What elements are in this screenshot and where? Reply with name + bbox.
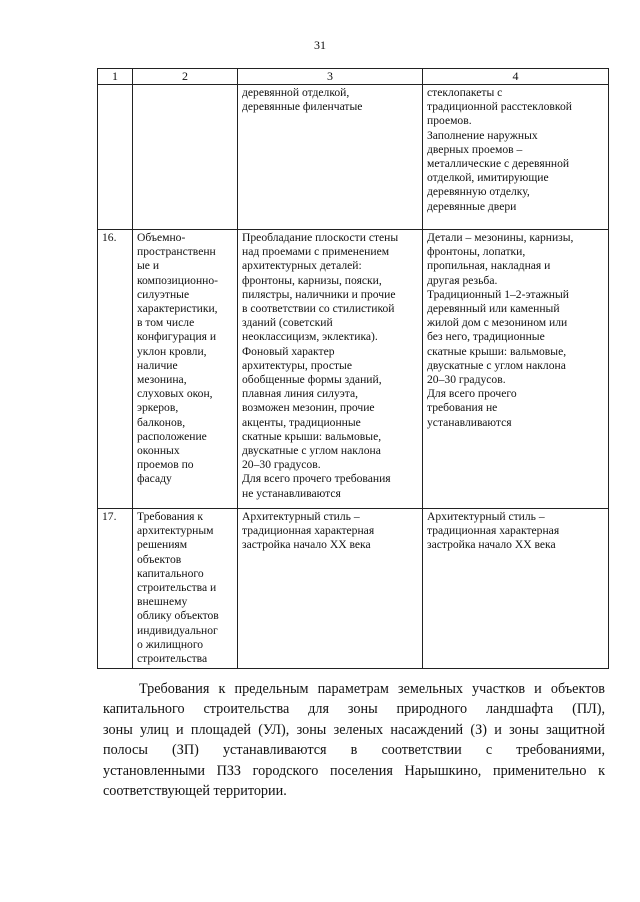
cell-text-line: зданий (советский (242, 316, 333, 330)
cell-text-line: решениям (137, 538, 188, 552)
cell-text-line: не устанавливаются (242, 486, 341, 500)
cell-text-line: облику объектов (137, 609, 219, 623)
paragraph-line: Требования к предельным параметрам земельных участков и объектов (139, 681, 605, 697)
cell-text-line: Требования к (137, 510, 204, 523)
cell-text-line: фронтоны, карнизы, пояски, (242, 273, 382, 287)
paragraph-line: соответствующей территории. (103, 783, 287, 800)
header-cell-2: 2 (133, 69, 238, 85)
cell-text-line: застройка начало XX века (242, 538, 371, 552)
column-3-cell (238, 230, 423, 509)
cell-text-line: архитектуры, простые (242, 358, 352, 372)
cell-text-line: металлические с деревянной (427, 157, 570, 171)
cell-text-line: Фоновый характер (242, 344, 335, 358)
paragraph-line: полосы (ЗП) устанавливаются в соответствии с требованиями, (103, 742, 605, 759)
cell-text-line: традиционной расстекловкой (427, 100, 572, 114)
cell-text-line: характеристики, (137, 302, 218, 316)
column-3-cell (238, 85, 423, 230)
cell-text-line: силуэтные (137, 287, 190, 301)
cell-text-line: устанавливаются (427, 415, 512, 429)
row-number-cell: 17. (98, 509, 133, 669)
cell-text-line: индивидуальног (137, 623, 218, 637)
page-number: 31 (314, 38, 326, 52)
cell-text-line: эркеров, (137, 401, 179, 415)
column-4-cell (423, 85, 609, 230)
cell-text-line: пространственн (137, 245, 216, 259)
cell-text-line: Преобладание плоскости стены (242, 231, 399, 244)
cell-text-line: деревянные двери (427, 199, 517, 213)
cell-text-line: архитектурных деталей: (242, 259, 362, 273)
cell-text-line: над проемами с применением (242, 245, 390, 259)
cell-text-line: другая резьба. (427, 273, 498, 287)
header-cell-1: 1 (98, 69, 133, 85)
cell-text-line: 20–30 градусов. (242, 458, 321, 472)
requirements-table (97, 68, 609, 669)
paragraph-line: капитального строительства для зоны природного ландшафта (ПЛ), (103, 701, 605, 718)
cell-text-line: ые и (137, 259, 160, 273)
cell-text-line: проемов. (427, 114, 472, 128)
cell-text-line: скатные крыши: вальмовые, (242, 429, 382, 443)
cell-text-line: пропильная, накладная и (427, 259, 551, 273)
cell-text-line: возможен мезонин, прочие (242, 401, 375, 415)
table-row (98, 509, 609, 669)
cell-text-line: акценты, традиционные (242, 415, 361, 429)
requirement-name-cell (133, 230, 238, 509)
cell-text-line: уклон кровли, (137, 344, 207, 358)
cell-text-line: Детали – мезонины, карнизы, (427, 231, 574, 244)
cell-text-line: скатные крыши: вальмовые, (427, 344, 567, 358)
cell-text-line: неоклассицизм, эклектика). (242, 330, 378, 344)
column-4-cell (423, 509, 609, 669)
cell-text-line: застройка начало XX века (427, 538, 556, 552)
requirement-name-cell (133, 85, 238, 230)
column-4-cell (423, 230, 609, 509)
cell-text-line: фронтоны, лопатки, (427, 245, 526, 259)
cell-text-line: плавная линия силуэта, (242, 387, 358, 401)
cell-text-line: деревянный или каменный (427, 302, 560, 316)
cell-text-line: Заполнение наружных (427, 128, 538, 142)
header-cell-4: 4 (423, 69, 609, 85)
cell-text-line: капитального (137, 566, 204, 580)
cell-text-line: традиционная характерная (242, 524, 375, 538)
cell-text-line: композиционно- (137, 273, 219, 287)
cell-text-line: жилой дом с мезонином или (427, 316, 568, 330)
cell-text-line: в том числе (137, 316, 195, 330)
table-row (98, 85, 609, 230)
requirement-name-cell (133, 509, 238, 669)
row-number-cell: 16. (98, 230, 133, 509)
cell-text-line: Архитектурный стиль – (242, 510, 360, 523)
cell-text-line: Традиционный 1–2-этажный (427, 287, 569, 301)
cell-text-line: конфигурация и (137, 330, 217, 344)
cell-text-line: слуховых окон, (137, 387, 213, 401)
cell-text-line: обобщенные формы зданий, (242, 373, 382, 387)
cell-text-line: внешнему (137, 595, 188, 609)
cell-text-line: деревянной отделкой, (242, 86, 350, 99)
cell-text-line: деревянную отделку, (427, 185, 530, 199)
cell-text-line: о жилищного (137, 637, 204, 651)
paragraph-line: установленными ПЗЗ городского поселения Нарышкино, применительно к (103, 762, 605, 779)
cell-text-line: наличие (137, 358, 178, 372)
cell-text-line: объектов (137, 552, 182, 566)
cell-text-line: Для всего прочего требования (242, 472, 391, 486)
cell-text-line: отделкой, имитирующие (427, 171, 549, 185)
cell-text-line: оконных (137, 444, 180, 458)
cell-text-line: строительства и (137, 581, 217, 595)
cell-text-line: проемов по (137, 458, 194, 472)
cell-text-line: балконов, (137, 415, 186, 429)
cell-text-line: мезонина, (137, 373, 187, 387)
cell-text-line: деревянные филенчатые (242, 100, 363, 114)
cell-text-line: Объемно- (137, 231, 186, 244)
cell-text-line: фасаду (137, 472, 172, 486)
table-row (98, 230, 609, 509)
cell-text-line: двускатные с углом наклона (242, 444, 381, 458)
cell-text-line: 20–30 градусов. (427, 373, 506, 387)
cell-text-line: пилястры, наличники и прочие (242, 287, 396, 301)
cell-text-line: строительства (137, 652, 208, 666)
paragraph-line: зоны улиц и площадей (УЛ), зоны зеленых насаждений (З) и зоны защитной (103, 721, 605, 738)
cell-text-line: в соответствии со стилистикой (242, 302, 395, 316)
cell-text-line: архитектурным (137, 524, 214, 538)
cell-text-line: стеклопакеты с (427, 86, 503, 99)
cell-text-line: требования не (427, 401, 498, 415)
column-3-cell (238, 509, 423, 669)
cell-text-line: традиционная характерная (427, 524, 560, 538)
row-number-cell (98, 85, 133, 230)
cell-text-line: без него, традиционные (427, 330, 545, 344)
cell-text-line: Для всего прочего (427, 387, 517, 401)
cell-text-line: двускатные с углом наклона (427, 358, 566, 372)
cell-text-line: расположение (137, 429, 207, 443)
requirements-paragraph (103, 679, 605, 801)
cell-text-line: Архитектурный стиль – (427, 510, 545, 523)
table-header-row (98, 69, 609, 85)
cell-text-line: дверных проемов – (427, 142, 523, 156)
header-cell-3: 3 (238, 69, 423, 85)
